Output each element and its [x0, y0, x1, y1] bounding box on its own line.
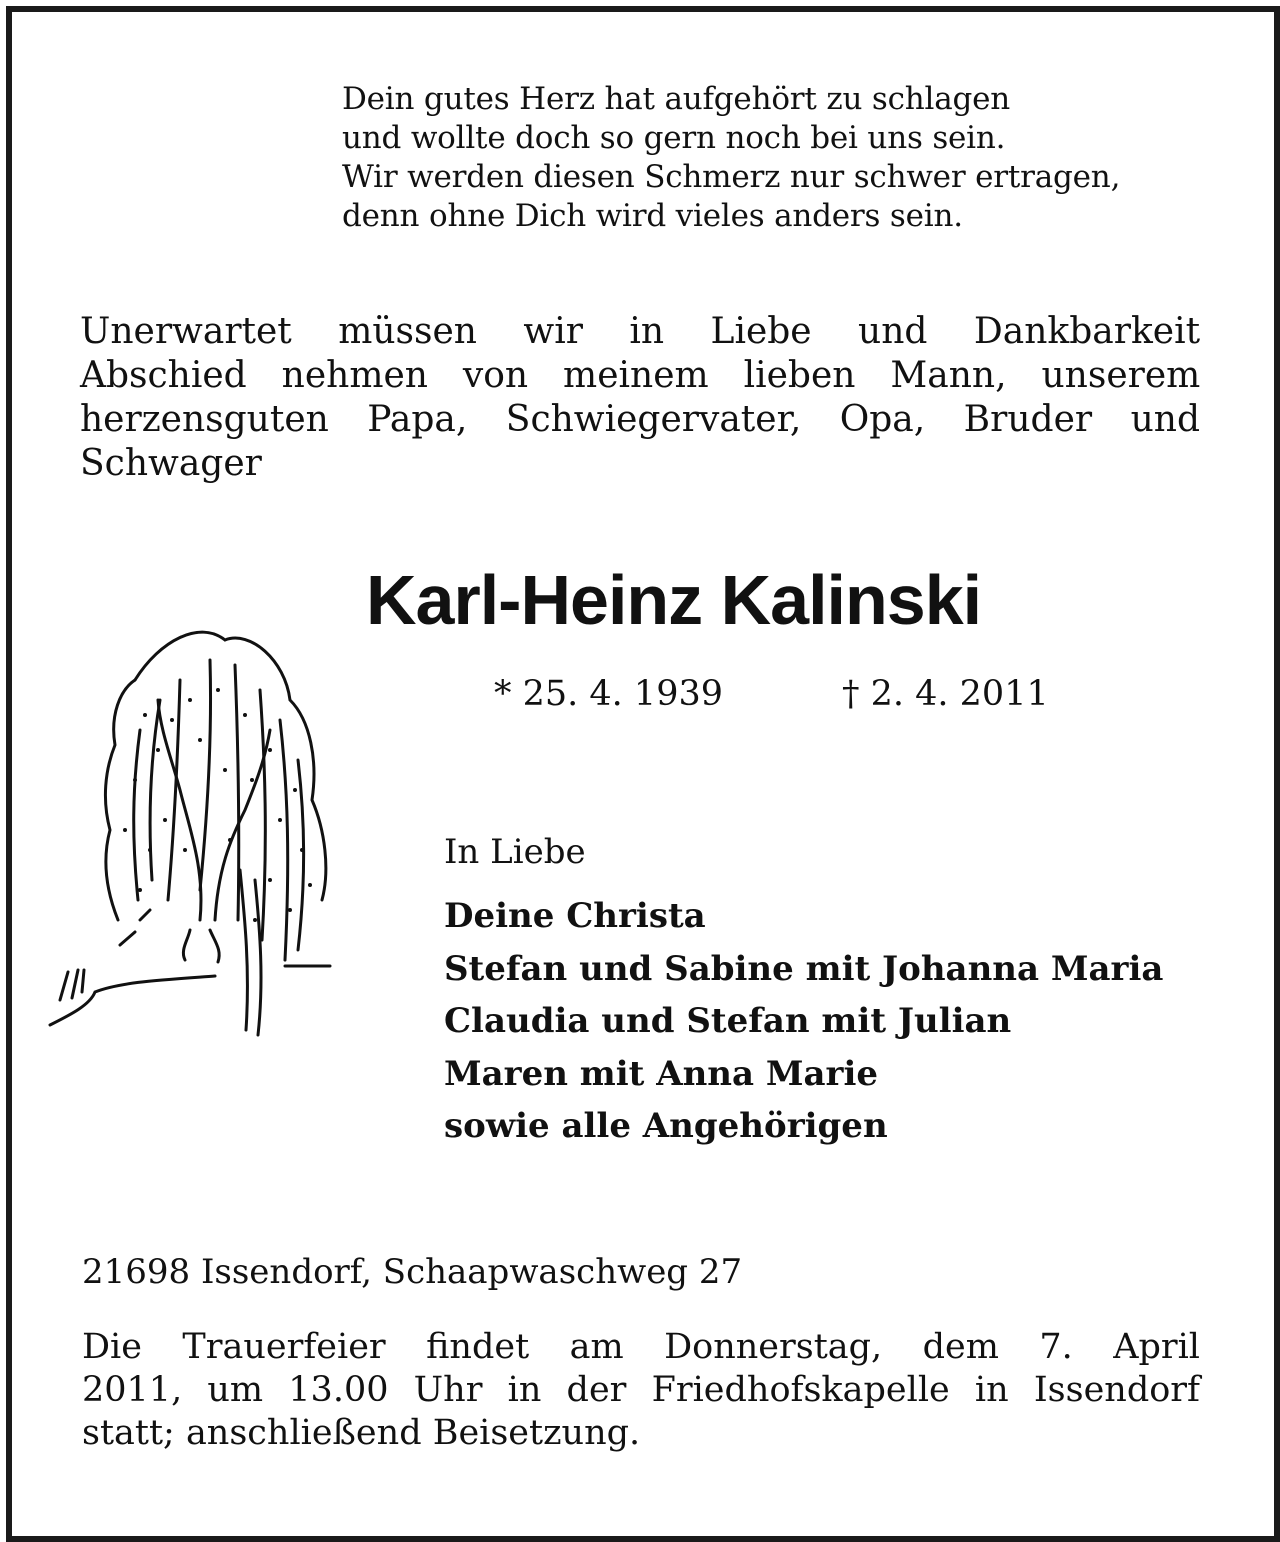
mourner-line: sowie alle Angehörigen — [444, 1106, 888, 1146]
mourners-list — [444, 890, 1234, 1153]
service-line: 2011, um 13.00 Uhr in der Friedhofskapelle in Issendorf — [82, 1370, 1200, 1410]
intro-line: Abschied nehmen von meinem lieben Mann, unserem — [80, 355, 1201, 396]
intro-line: Schwager — [80, 443, 262, 484]
poem-line: denn ohne Dich wird vieles anders sein. — [342, 198, 963, 234]
life-dates — [494, 672, 1194, 716]
poem — [342, 80, 1222, 236]
poem-line: Dein gutes Herz hat aufgehört zu schlagen — [342, 81, 1011, 117]
mourner-line: Stefan und Sabine mit Johanna Maria — [444, 948, 1164, 989]
death-date: † 2. 4. 2011 — [842, 674, 1049, 714]
mourner-line: Maren mit Anna Marie — [444, 1053, 879, 1094]
birth-date: * 25. 4. 1939 — [494, 674, 724, 714]
love-intro: In Liebe — [444, 832, 586, 872]
service-line: Die Trauerfeier findet am Donnerstag, dem 7. April — [82, 1327, 1200, 1367]
service-info — [82, 1326, 1200, 1455]
service-line: statt; anschließend Beisetzung. — [82, 1413, 641, 1453]
mourner-line: Deine Christa — [444, 896, 706, 936]
address: 21698 Issendorf, Schaapwaschweg 27 — [82, 1252, 743, 1292]
mourner-line: Claudia und Stefan mit Julian — [444, 1001, 1012, 1041]
intro-text — [80, 310, 1200, 486]
deceased-name: Karl-Heinz Kalinski — [366, 561, 982, 639]
intro-line: Unerwartet müssen wir in Liebe und Dankbarkeit — [80, 311, 1201, 352]
poem-line: Wir werden diesen Schmerz nur schwer ertragen, — [342, 159, 1121, 195]
poem-line: und wollte doch so gern noch bei uns sein. — [342, 120, 1006, 156]
weeping-willow-icon — [40, 620, 340, 1050]
intro-line: herzensguten Papa, Schwiegervater, Opa, Bruder und — [80, 399, 1200, 440]
